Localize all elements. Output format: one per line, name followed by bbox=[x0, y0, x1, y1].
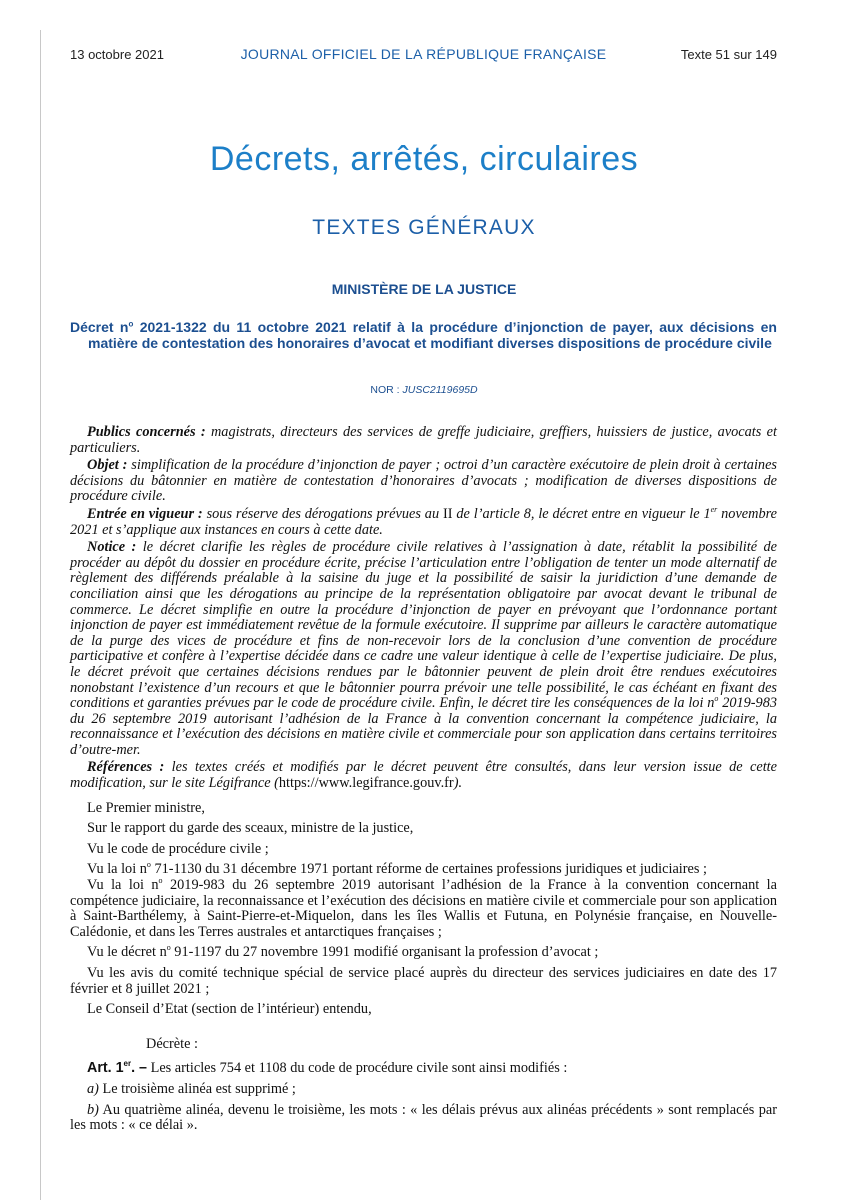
preamble-rapport: Sur le rapport du garde des sceaux, ministre de la justice, bbox=[87, 820, 414, 837]
article-1: Art. 1er. – Les articles 754 et 1108 du code de procédure civile sont ainsi modifiés : bbox=[87, 1059, 568, 1077]
nor-label: NOR : bbox=[370, 384, 403, 396]
summary-publics: Publics concernés : magistrats, directeurs des services de greffe judiciaire, greffiers, huissiers de justice, avocats et particuliers. bbox=[70, 424, 777, 456]
legifrance-link[interactable]: https://www.legifrance.gouv.fr bbox=[278, 775, 454, 792]
header-journal-title: JOURNAL OFFICIEL DE LA RÉPUBLIQUE FRANÇAISE bbox=[240, 46, 607, 62]
subsection-title: TEXTES GÉNÉRAUX bbox=[312, 216, 536, 239]
article-1-item-b: b) Au quatrième alinéa, devenu le troisième, les mots : « les délais prévus aux alinéas précédents » sont remplacés par les mots : « ce délai ». bbox=[70, 1101, 777, 1134]
summary-references: Références : les textes créés et modifiés par le décret peuvent être consultés, dans leur version issue de cette modification, sur le site Légifrance (https://www.legifrance.gouv.fr). bbox=[70, 759, 777, 792]
header-date: 13 octobre 2021 bbox=[70, 47, 164, 62]
preamble-vu-loi-1971: Vu la loi $n^o$ 71-1130 du 31 décembre 1971 portant réforme de certaines professions juridiques et judiciaires ; bbox=[87, 860, 707, 878]
preamble-vu-code: Vu le code de procédure civile ; bbox=[87, 840, 269, 857]
nor-reference bbox=[0, 384, 848, 396]
preamble-vu-loi-2019: Vu la loi $n^o$ 2019-983 du 26 septembre 2019 autorisant l’adhésion de la France à la convention concernant la compétence judiciaire, la reconnaissance et l’exécution des décisions en matière civile et commerciale pour son application à Saint-Barthélemy, à Saint-Pierre-et-Miquelon, dans les îles Wallis et Futuna, en Polynésie française, en Nouvelle-Calédonie, et dans les Terres australes et antarctiques françaises ; bbox=[70, 876, 777, 940]
summary-notice: Notice : le décret clarifie les règles de procédure civile relatives à l’assignation à date, rétablit la possibilité de procéder au dépôt du dossier en procédure écrite, précise l’articulation entre l’obligation de tenter un mode alternatif de règlement des différends préalable à la saisine du juge et la possibilité de saisir la juridiction d’une demande de conciliation ainsi que les dérogations au principe de la représentation obligatoire par avocat devant le tribunal de commerce. Le décret simplifie en outre la procédure d’injonction de payer en prévoyant que l’ordonnance portant injonction de payer est immédiatement revêtue de la formule exécutoire. Il supprime par ailleurs le caractère automatique de la purge des vices de procédure et fins de non-recevoir lors de la conclusion d’une convention de procédure participative et confère à l’expertise décidée dans ce cadre une valeur identique à celle de l’expertise judiciaire. De plus, le décret prévoit que certaines décisions rendues par le bâtonnier peuvent de plein droit être rendues exécutoires nonobstant l’existence d’un recours et que le bâtonnier pourra prévoir une telle possibilité, le cas échéant en fixant des conditions et garanties prévues par le code de procédure civile. Enfin, le décret tire les conséquences de la loi $n^o$ 2019-983 du 26 septembre 2019 autorisant l’adhésion de la France à la convention concernant la compétence judiciaire, la reconnaissance et l’exécution des décisions en matière civile et commerciale pour son application dans certains territoires d’outre-mer. bbox=[70, 539, 778, 758]
summary-entree-en-vigueur: Entrée en vigueur : sous réserve des dérogations prévues au II de l’article 8, le décret entre en vigueur le 1er novembre 2021 et s’applique aux instances en cours à cette date. bbox=[70, 505, 778, 538]
decrete-heading: Décrète : bbox=[146, 1035, 198, 1052]
ministry-title: MINISTÈRE DE LA JUSTICE bbox=[331, 281, 517, 297]
summary-objet: Objet : simplification de la procédure d’injonction de payer ; octroi d’un caractère exécutoire de plein droit à certaines décisions du bâtonnier en matière de contestation d’honoraires d’avocats ; modification de diverses dispositions de procédure civile. bbox=[70, 457, 777, 505]
section-title: Décrets, arrêtés, circulaires bbox=[209, 140, 639, 178]
page-gutter-line bbox=[40, 30, 41, 1200]
header-text-number: Texte 51 sur 149 bbox=[680, 47, 777, 62]
preamble-vu-decret-1991: Vu le décret $n^o$ 91-1197 du 27 novembre 1991 modifié organisant la profession d’avocat ; bbox=[87, 943, 599, 961]
nor-value: JUSC2119695D bbox=[402, 384, 478, 396]
preamble-premier-ministre: Le Premier ministre, bbox=[87, 799, 205, 816]
article-1-label: Art. 1er. – bbox=[87, 1059, 148, 1077]
preamble-vu-avis: Vu les avis du comité technique spécial de service placé auprès du directeur des services judiciaires en date des 17 février et 8 juillet 2021 ; bbox=[70, 965, 777, 997]
decree-title: Décret $n^o$ 2021-1322 du 11 octobre 2021 relatif à la procédure d’injonction de payer, aux décisions en matière de contestation des honoraires d’avocat et modifiant diverses dispositions de procédure civile bbox=[70, 319, 777, 351]
page-header bbox=[70, 47, 777, 67]
article-1-item-a: a) Le troisième alinéa est supprimé ; bbox=[87, 1080, 296, 1097]
document-body bbox=[70, 425, 777, 1134]
preamble-conseil-etat: Le Conseil d’Etat (section de l’intérieur) entendu, bbox=[87, 1001, 372, 1018]
